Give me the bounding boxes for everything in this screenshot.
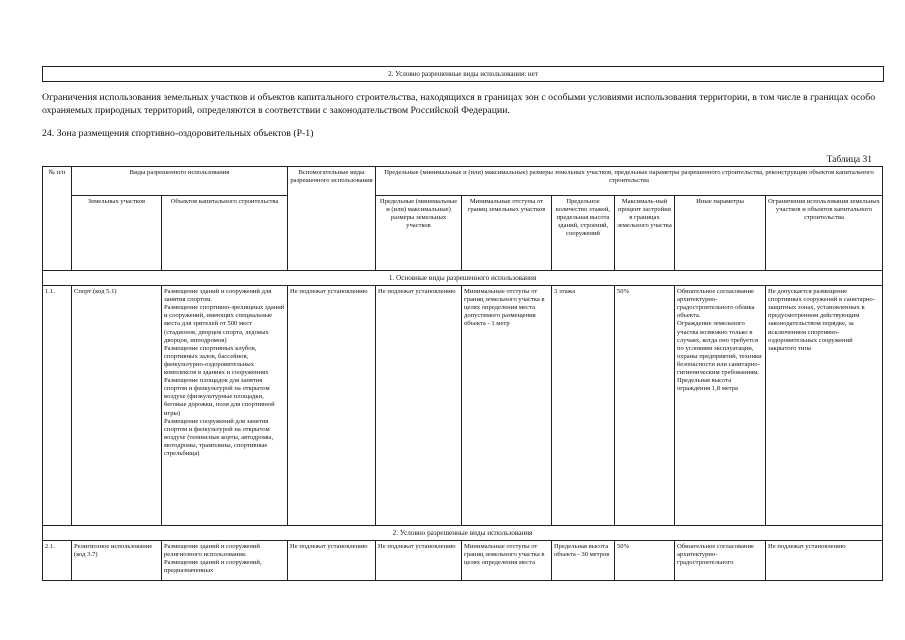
- header-max-coverage: Максималь-ный процент застройки в границах земельного участка: [615, 196, 675, 271]
- row-plot-sizes: Не подлежат установлению: [376, 286, 462, 526]
- row-objects: Размещение зданий и сооружений для занятия спортом. Размещение спортивно-зрелищных зданий и сооружений, имеющих специальные места для зрителей от 500 мест (стадионов, дворцов спорта, ледовых дворцов, ипподромов) Размещение спортивных клубов, спортивных залов, бассейнов, физкультурно-оздоровительных комплексов в зданиях и сооружениях Размещение площадок для занятия спортом и физкультурой на открытом воздухе (физкультурные площадки, беговые дорожки, поля для спортивной игры) Размещение сооружений для занятия спортом и физкультурой на открытом воздухе (теннисные корты, автодромы, мотодромы, трамплины, спортивные стрельбища): [162, 286, 288, 526]
- header-num: № п/п: [43, 167, 72, 271]
- header-permitted-uses: Виды разрешенного использования: [72, 167, 288, 196]
- row-coverage: 50%: [615, 286, 675, 526]
- row-restrictions: Не допускается размещение спортивных сооружений в санитарно-защитных зонах, установленных в предусмотренном действующим законодательством порядке, за исключением спортивно-оздоровительных сооружений закрытого типа: [766, 286, 883, 526]
- restrictions-paragraph: Ограничения использования земельных участков и объектов капитального строительства, находящихся в границах зон с особыми условиями использования территории, в том числе в границах особо охраняемых природных территорий, определяются в соответствии с законодательством Российской Федерации.: [42, 92, 876, 116]
- row-auxiliary: Не подлежат установлению: [288, 541, 376, 581]
- row-num: 2.1.: [43, 541, 72, 581]
- zone-title: 24. Зона размещения спортивно-оздоровительных объектов (Р-1): [42, 128, 314, 139]
- table-row: [43, 541, 883, 581]
- row-floors: 3 этажа: [552, 286, 615, 526]
- header-other-params: Иные параметры: [675, 196, 766, 271]
- row-num: 1.1.: [43, 286, 72, 526]
- header-min-setbacks: Минимальные отступы от границ земельных участков: [462, 196, 552, 271]
- row-other-params: Обязательное согласование архитектурно-градостроительного: [675, 541, 766, 581]
- row-land-use: Религиозное использование (код 3.7): [72, 541, 162, 581]
- row-floors: Предельная высота объекта - 30 метров: [552, 541, 615, 581]
- row-setbacks: Минимальные отступы от границ земельного участка в целях определения места допустимого размещения объекта - 1 метр: [462, 286, 552, 526]
- header-plot-sizes: Предельные (минимальные и (или) максимальные) размеры земельных участков: [376, 196, 462, 271]
- row-setbacks: Минимальные отступы от границ земельного участка в целях определения места: [462, 541, 552, 581]
- row-other-params: Обязательное согласование архитектурно-градостроительного облика объекта. Ограждение земельного участка возможно только в случаях, когда оно требуется по условиям эксплуатации, охраны предприятий, техники безопасности или санитарно-гигиеническим требованиям. Предельная высота ограждения 1,8 метра: [675, 286, 766, 526]
- row-objects: Размещение зданий и сооружений религиозного использования. Размещение зданий и сооружений, предназначенных: [162, 541, 288, 581]
- header-limits: Предельные (минимальные и (или) максимальные) размеры земельных участков, предельные параметры разрешенного строительства, реконструкции объектов капитального строительства: [376, 167, 883, 196]
- zoning-table: [42, 166, 883, 581]
- header-land-plots: Земельных участков: [72, 196, 162, 271]
- header-max-floors: Предельное количество этажей, предельная высота зданий, строений, сооружений: [552, 196, 615, 271]
- table-number: Таблица 31: [826, 155, 872, 165]
- section-conditional-uses: 2. Условно разрешенные виды использования: [43, 526, 883, 541]
- section-main-uses: 1. Основные виды разрешенного использования: [43, 271, 883, 286]
- header-auxiliary-uses: Вспомогательные виды разрешенного использования: [288, 167, 376, 271]
- row-land-use: Спорт (код 5.1): [72, 286, 162, 526]
- row-plot-sizes: Не подлежат установлению: [376, 541, 462, 581]
- conditional-uses-note: 2. Условно разрешенные виды использования: нет: [42, 66, 884, 82]
- header-restrictions: Ограничения использования земельных участков и объектов капитального строительства: [766, 196, 883, 271]
- row-restrictions: Не подлежат установлению: [766, 541, 883, 581]
- header-capital-objects: Объектов капитального строительства: [162, 196, 288, 271]
- row-auxiliary: Не подлежат установлению: [288, 286, 376, 526]
- table-row: [43, 286, 883, 526]
- row-coverage: 50%: [615, 541, 675, 581]
